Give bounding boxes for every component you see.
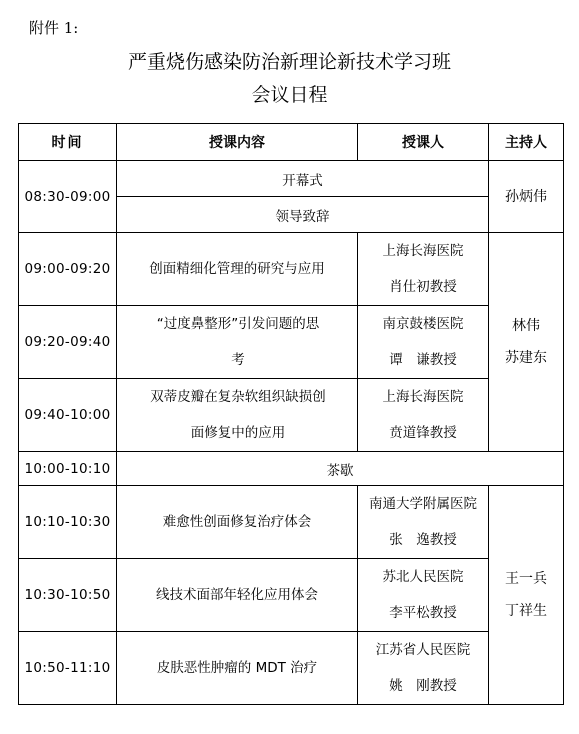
hospital-name: 江苏省人民医院: [375, 642, 471, 658]
leader-speech-cell: 领导致辞: [117, 197, 489, 233]
topic-cell: 皮肤恶性肿瘤的 MDT 治疗: [117, 632, 358, 705]
time-cell: 09:00-09:20: [19, 233, 117, 306]
opening-ceremony-cell: 开幕式: [117, 161, 489, 197]
topic-cell: 难愈性创面修复治疗体会: [117, 486, 358, 559]
host-name: 丁祥生: [505, 603, 547, 619]
tea-break-cell: 茶歇: [117, 452, 564, 486]
lecturer-cell: [358, 379, 489, 452]
hospital-name: 上海长海医院: [382, 389, 464, 405]
topic-cell: 线技术面部年轻化应用体会: [117, 559, 358, 632]
header-lecturer: 授课人: [358, 124, 489, 161]
document-title: 严重烧伤感染防治新理论新技术学习班: [127, 51, 451, 73]
hospital-name: 南京鼓楼医院: [382, 316, 464, 332]
lecturer-name: 肖仕初教授: [389, 279, 457, 295]
time-cell: 09:40-10:00: [19, 379, 117, 452]
lecturer-name: 谭 谦教授: [389, 352, 457, 368]
topic-cell: [117, 379, 358, 452]
time-cell: 08:30-09:00: [19, 161, 117, 233]
lecturer-cell: [358, 306, 489, 379]
lecturer-name: 贲道锋教授: [389, 425, 457, 441]
lecturer-name: 姚 刚教授: [389, 678, 457, 694]
host-cell: [489, 233, 564, 452]
time-cell: 10:30-10:50: [19, 559, 117, 632]
time-cell: 10:00-10:10: [19, 452, 117, 486]
topic-cell: [117, 306, 358, 379]
annex-label: 附件 1:: [29, 19, 79, 37]
lecturer-cell: [358, 233, 489, 306]
lecturer-cell: [358, 559, 489, 632]
header-topic: 授课内容: [117, 124, 358, 161]
time-cell: 09:20-09:40: [19, 306, 117, 379]
schedule-table: [18, 123, 564, 705]
topic-cell: 创面精细化管理的研究与应用: [117, 233, 358, 306]
table-row: [19, 632, 564, 705]
host-name: 苏建东: [505, 350, 547, 366]
host-name: 林伟: [512, 318, 540, 334]
table-row: [19, 379, 564, 452]
lecturer-name: 张 逸教授: [389, 532, 457, 548]
table-row: [19, 161, 564, 197]
table-row: [19, 486, 564, 559]
header-host: 主持人: [489, 124, 564, 161]
table-header-row: [19, 124, 564, 161]
topic-line: 双蒂皮瓣在复杂软组织缺损创: [150, 389, 326, 405]
table-row: [19, 452, 564, 486]
host-cell: 孙炳伟: [489, 161, 564, 233]
topic-line: 面修复中的应用: [190, 425, 286, 441]
topic-line: 考: [231, 352, 245, 368]
topic-line: “过度鼻整形”引发问题的思: [156, 316, 320, 332]
host-cell: [489, 486, 564, 705]
lecturer-name: 李平松教授: [389, 605, 457, 621]
table-row: [19, 559, 564, 632]
table-row: [19, 306, 564, 379]
hospital-name: 上海长海医院: [382, 243, 464, 259]
time-cell: 10:50-11:10: [19, 632, 117, 705]
document-subtitle: 会议日程: [251, 84, 328, 106]
lecturer-cell: [358, 486, 489, 559]
header-time: 时间: [19, 124, 117, 161]
time-cell: 10:10-10:30: [19, 486, 117, 559]
table-row: [19, 233, 564, 306]
hospital-name: 南通大学附属医院: [369, 496, 477, 512]
hospital-name: 苏北人民医院: [382, 569, 464, 585]
host-name: 王一兵: [505, 571, 547, 587]
lecturer-cell: [358, 632, 489, 705]
